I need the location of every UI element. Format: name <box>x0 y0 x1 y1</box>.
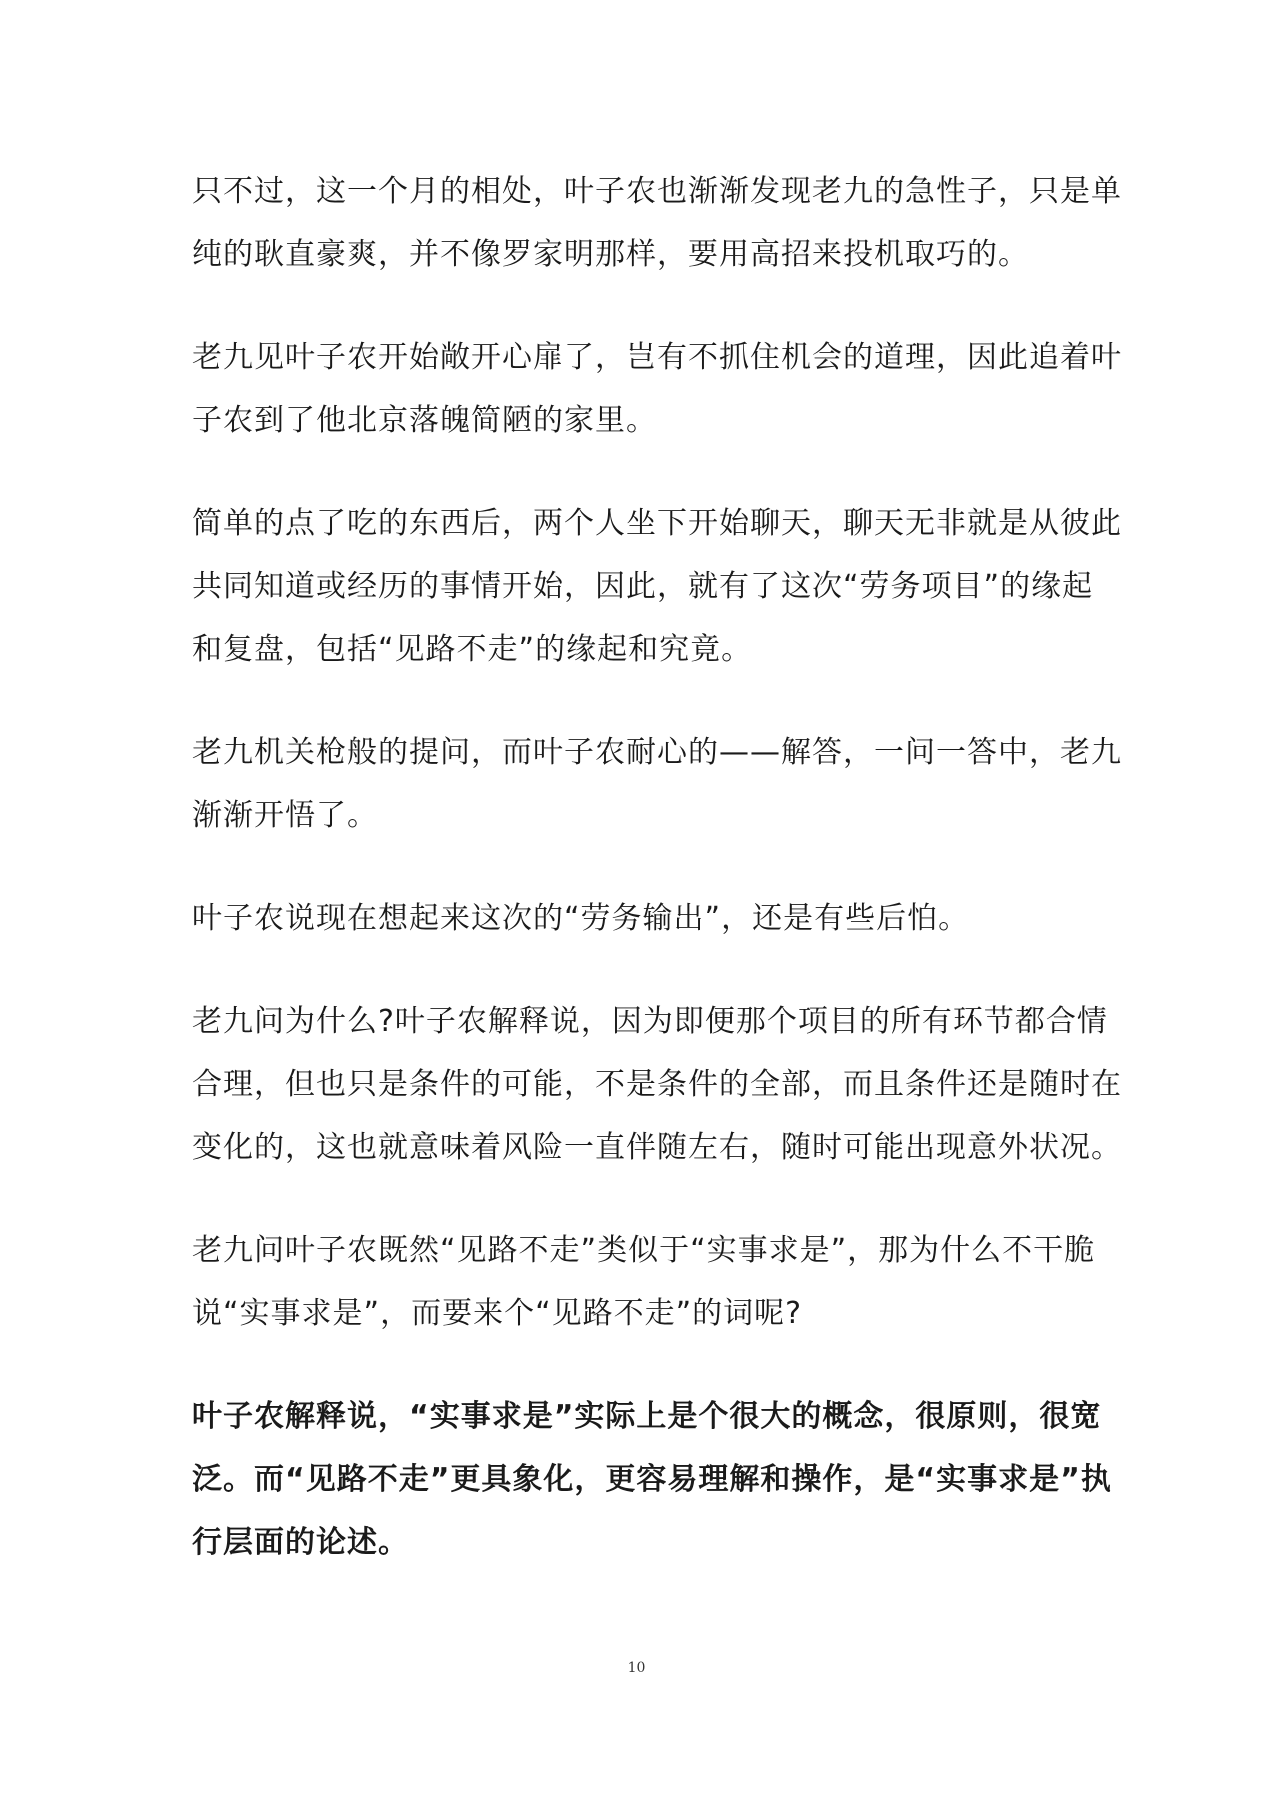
paragraph-5: 叶子农说现在想起来这次的“劳务输出”，还是有些后怕。 <box>192 901 970 936</box>
paragraph-6: 老九问为什么?叶子农解释说，因为即便那个项目的所有环节都合情合理，但也只是条件的可能，不是条件的全部，而且条件还是随时在变化的，这也就意味着风险一直伴随左右，随时可能出现意外状况。 <box>192 1004 1122 1165</box>
paragraph-1: 只不过，这一个月的相处，叶子农也渐渐发现老九的急性子，只是单纯的耿直豪爽，并不像罗家明那样，要用高招来投机取巧的。 <box>192 174 1122 272</box>
paragraph-7: 老九问叶子农既然“见路不走”类似于“实事求是”，那为什么不干脆说“实事求是”，而要来个“见路不走”的词呢? <box>192 1233 1096 1331</box>
page-number: 10 <box>627 1660 646 1676</box>
paragraph-3: 简单的点了吃的东西后，两个人坐下开始聊天，聊天无非就是从彼此共同知道或经历的事情开始，因此，就有了这次“劳务项目”的缘起和复盘，包括“见路不走”的缘起和究竟。 <box>192 506 1122 667</box>
paragraph-4: 老九机关枪般的提问，而叶子农耐心的——解答，一问一答中，老九渐渐开悟了。 <box>192 735 1122 833</box>
paragraph-2: 老九见叶子农开始敞开心扉了，岂有不抓住机会的道理，因此追着叶子农到了他北京落魄简陋的家里。 <box>192 340 1122 438</box>
paragraph-8-emphasis: 叶子农解释说，“实事求是”实际上是个很大的概念，很原则，很宽泛。而“见路不走”更具象化，更容易理解和操作，是“实事求是”执行层面的论述。 <box>192 1399 1112 1560</box>
document-body <box>192 160 1122 1614</box>
